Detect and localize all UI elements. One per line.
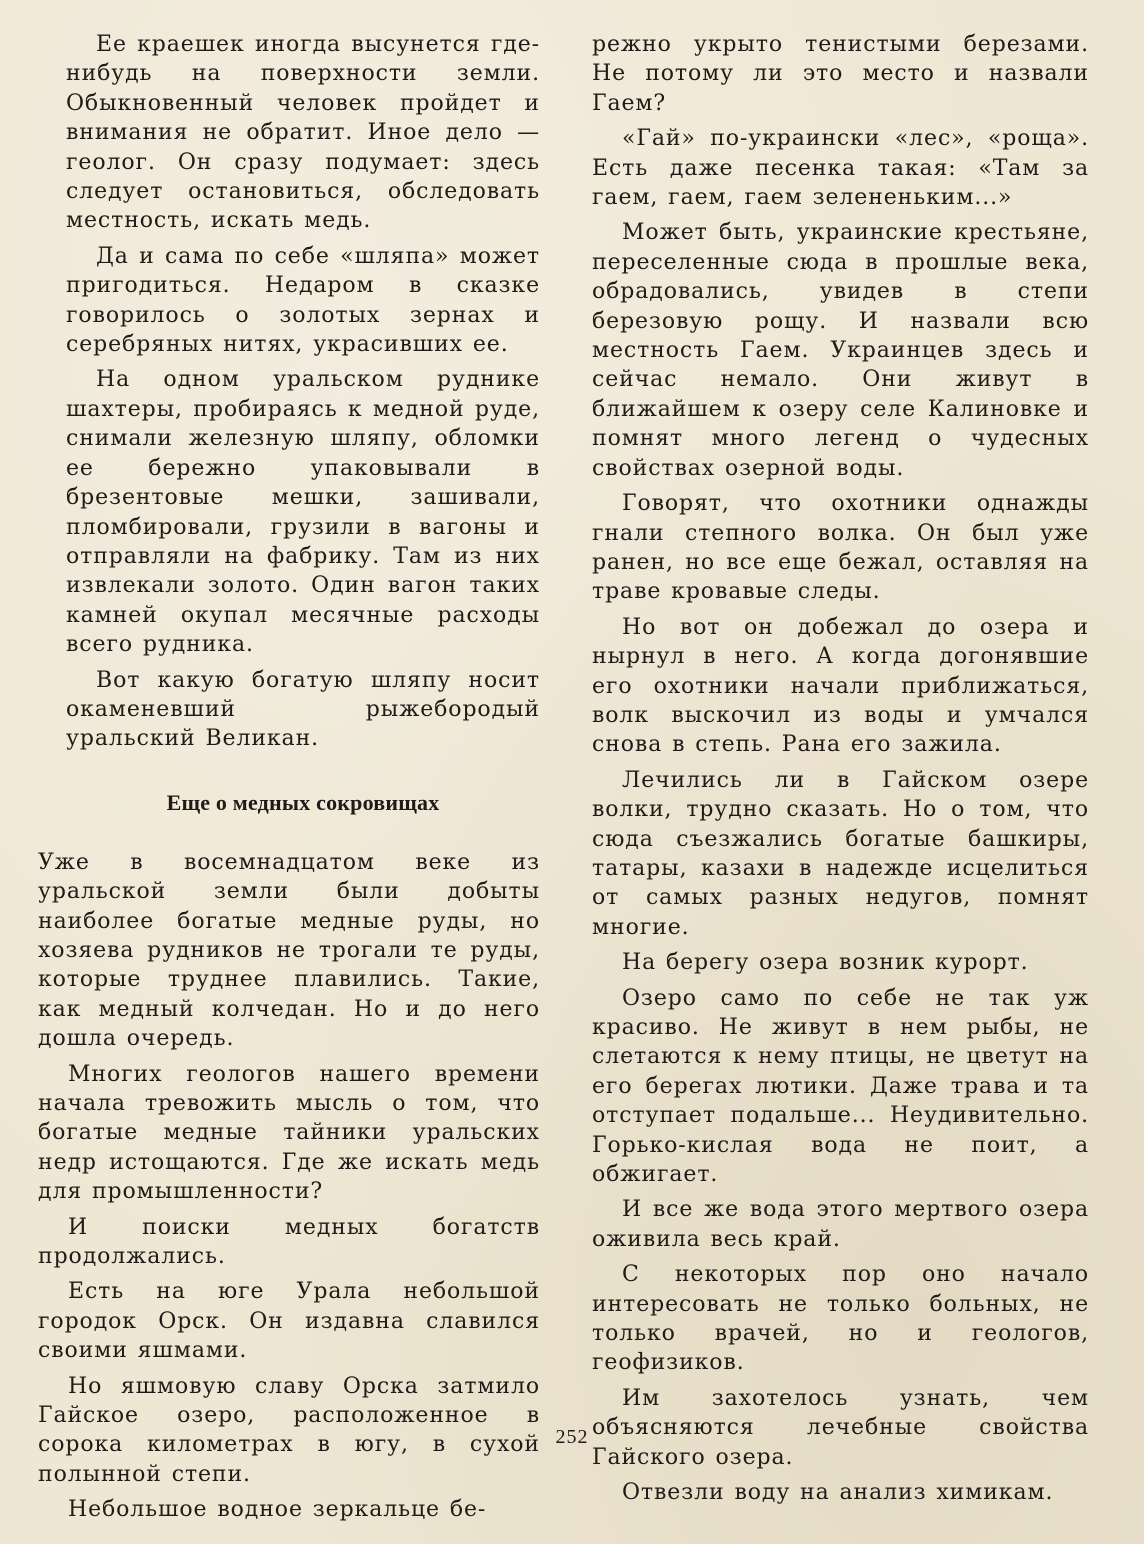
section-body [38,848,540,1525]
paragraph: И все же вода этого мертвого озера оживила весь край. [592,1197,1089,1252]
paragraph: Уже в восемнадцатом веке из уральской земли были добыты наиболее богатые медные руды, но хозяева рудников не трогали те руды, которые труднее плавились. Такие, как медный колчедан. Но и до него дошла очередь. [38,849,540,1052]
section-heading: Еще о медных сокровищах [166,789,440,815]
paragraph: На одном уральском руднике шахтеры, пробираясь к медной руде, снимали железную шляпу, обломки ее бережно упаковывали в брезентовые мешки, зашивали, пломбировали, грузили в вагоны и отправляли на фабрику. Там из них извлекали золото. Один вагон таких камней окупал месячные расходы всего рудника. [66,367,540,658]
paragraph: Многих геологов нашего времени начала тревожить мысль о том, что богатые медные тайники уральских недр истощаются. Где же искать медь для промышленности? [38,1061,540,1205]
paragraph: «Гай» по-украински «лес», «роща». Есть даже песенка такая: «Там за гаем, гаем, гаем зелененьким...» [592,126,1089,211]
paragraph: Но вот он добежал до озера и нырнул в него. А когда догонявшие его охотники начали приближаться, волк выскочил из воды и умчался снова в степь. Рана его зажила. [592,614,1089,758]
paragraph: Отвезли воду на анализ химикам. [622,1480,1054,1506]
paragraph: Небольшое водное зеркальце бе- [68,1497,487,1523]
paragraph: И поиски медных богатств продолжались. [38,1214,540,1270]
paragraph: Лечились ли в Гайском озере волки, трудно сказать. Но о том, что сюда съезжались богатые башкиры, татары, казахи в надежде исцелиться от самых разных недугов, помнят многие. [592,767,1089,940]
paragraph: Но яшмовую славу Орска затмило Гайское озеро, расположенное в сорока километрах в югу, в сухой полынной степи. [38,1373,540,1487]
right-column [592,30,1089,1508]
paragraph: Говорят, что охотники однажды гнали степного волка. Он был уже ранен, но все еще бежал, оставляя на траве кровавые следы. [592,491,1089,605]
paragraph: режно укрыто тенистыми березами. Не потому ли это место и назвали Гаем? [592,32,1089,116]
paragraph: Есть на юге Урала небольшой городок Орск. Он издавна славился своими яшмами. [38,1279,540,1364]
paragraph: Может быть, украинские крестьяне, переселенные сюда в прошлые века, обрадовались, увидев в степи березовую рощу. И назвали всю местность Гаем. Украинцев здесь и сейчас немало. Они живут в ближайшем к озеру селе Калиновке и помнят много легенд о чудесных свойствах озерной воды. [592,220,1089,481]
paragraph: Озеро само по себе не так уж красиво. Не живут в нем рыбы, не слетаются к нему птицы, не цветут на его берегах лютики. Даже трава и та отступает подальше... Неудивительно. Горько-кислая вода не поит, а обжигает. [592,985,1089,1188]
paragraph: Да и сама по себе «шляпа» может пригодиться. Недаром в сказке говорилось о золотых зернах и серебряных нитях, украсивших ее. [66,243,540,358]
paragraph: Им захотелось узнать, чем объясняются лечебные свойства Гайского озера. [592,1385,1089,1470]
left-column [38,30,540,1525]
paragraph: Вот какую богатую шляпу носит окаменевший рыжебородый уральский Великан. [66,667,540,752]
paragraph: Ее краешек иногда высунется где-нибудь на поверхности земли. Обыкновенный человек пройдет и внимания не обратит. Иное дело — геолог. Он сразу подумает: здесь следует остановиться, обследовать местность, искать медь. [66,32,540,234]
paragraph: С некоторых пор оно начало интересовать не только больных, не только врачей, но и геологов, геофизиков. [592,1262,1089,1376]
page-number: 252 [555,1426,589,1448]
paragraph: На берегу озера возник курорт. [622,950,1029,976]
